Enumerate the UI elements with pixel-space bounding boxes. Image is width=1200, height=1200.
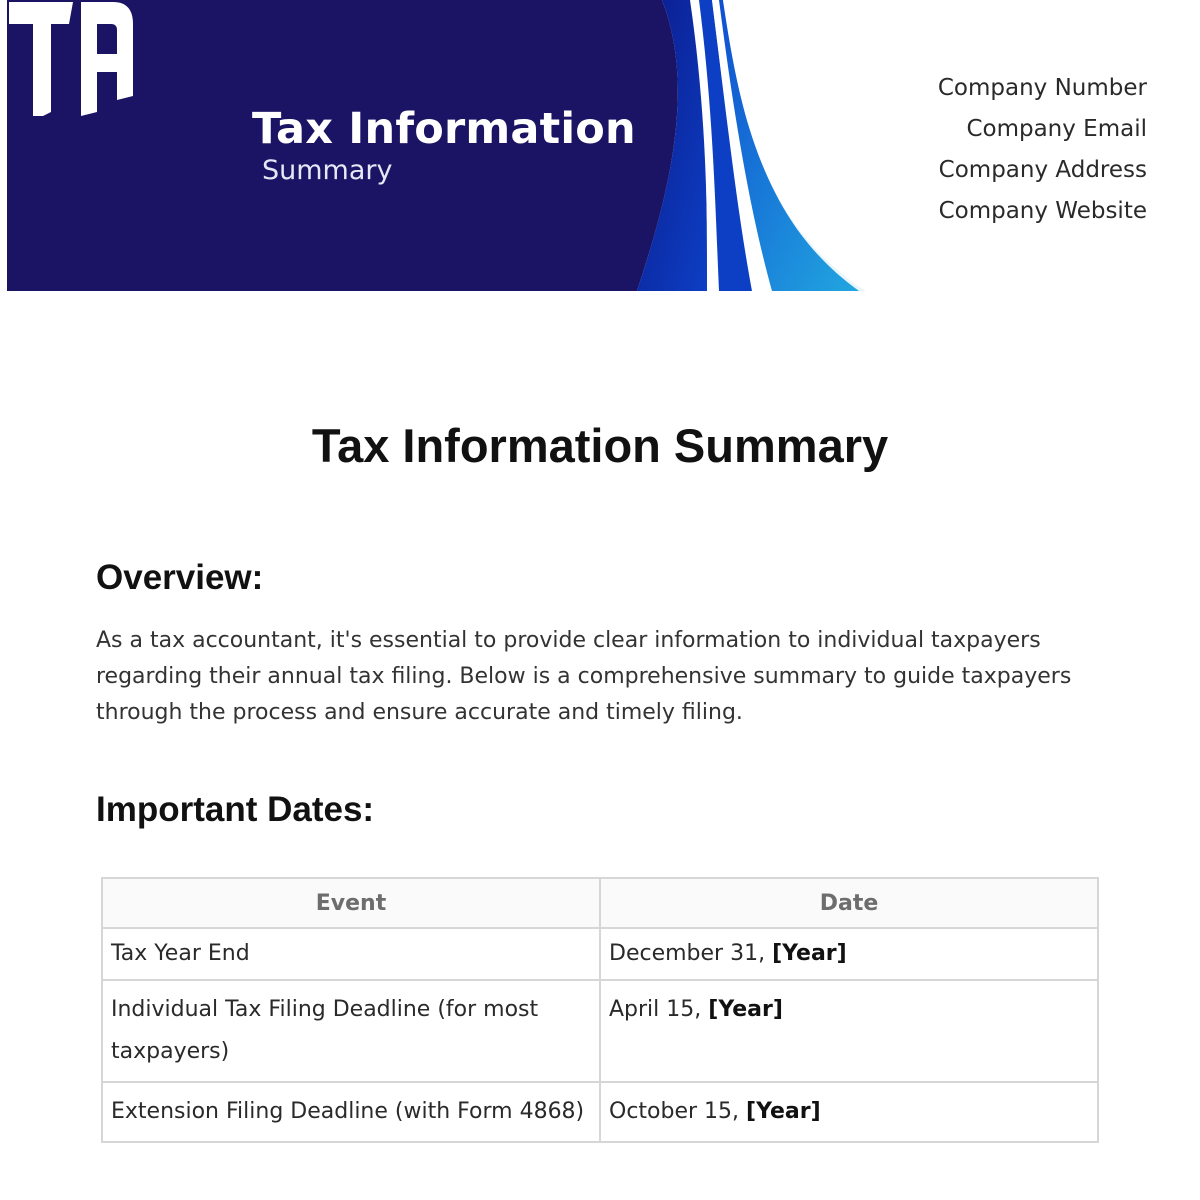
company-number: Company Number [937,75,1147,101]
company-website: Company Website [938,198,1147,224]
event-cell: Individual Tax Filing Deadline (for most taxpayers) [102,980,600,1082]
date-year-placeholder: [Year] [772,941,847,966]
date-year-placeholder: [Year] [746,1099,821,1124]
company-address: Company Address [938,157,1147,183]
ta-logo-icon [7,0,137,118]
event-cell: Extension Filing Deadline (with Form 4868) [102,1082,600,1142]
event-cell: Tax Year End [102,928,600,980]
document-title: Tax Information Summary [311,419,889,472]
overview-heading: Overview: [96,558,264,597]
date-text: December 31, [609,941,773,966]
date-year-placeholder: [Year] [708,997,783,1022]
header-banner [7,0,867,291]
date-text: April 15, [609,997,709,1022]
date-cell [600,928,1098,980]
column-header-event: Event [102,878,600,928]
banner-title: Tax Information [252,104,636,154]
overview-paragraph: As a tax accountant, it's essential to provide clear information to individual taxpayers regarding their annual tax filing. Below is a comprehensive summary to guide taxpayers through the process and ensure accurate and timely filing. [96,628,1072,725]
table-row [102,1082,1098,1142]
table-row [102,980,1098,1082]
table-header-row [102,878,1098,928]
company-info [938,68,1147,232]
banner-subtitle: Summary [262,155,393,186]
important-dates-table [101,877,1099,1143]
column-header-date: Date [600,878,1098,928]
table-row [102,928,1098,980]
company-email: Company Email [966,116,1147,142]
date-text: October 15, [609,1099,747,1124]
date-cell [600,1082,1098,1142]
date-cell [600,980,1098,1082]
important-dates-heading: Important Dates: [96,790,375,829]
